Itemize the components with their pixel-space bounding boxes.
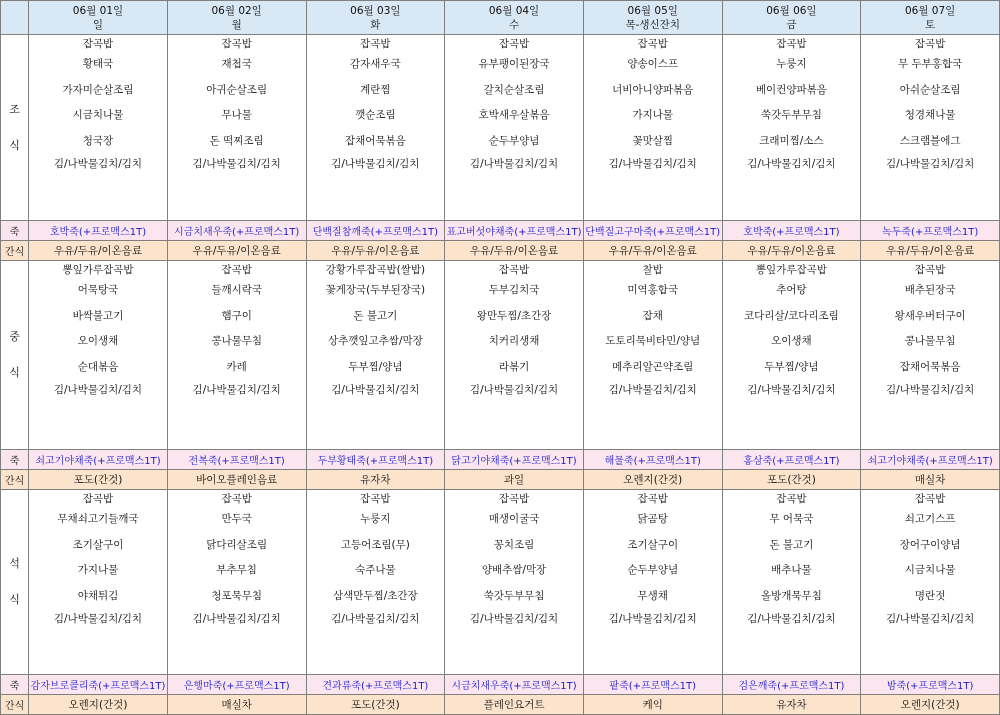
menu-item: 청포묵무침 (211, 589, 263, 602)
lunch-menu-cell (29, 261, 168, 450)
dinner_porridge-cell: 밤죽(+프로맥스1T) (861, 675, 1000, 695)
day-date: 06월 02일 (211, 4, 262, 17)
menu-item: 햄구이 (221, 309, 252, 322)
menu-item: 김/나박물김치/김치 (331, 158, 420, 170)
menu-item: 쑥갓두부무침 (760, 109, 822, 121)
menu-item: 김/나박물김치/김치 (192, 384, 281, 396)
dinner-row (1, 490, 1000, 675)
menu-item: 스크램블에그 (899, 134, 961, 147)
dinner_snack-label: 간식 (1, 695, 29, 715)
day-header (306, 1, 445, 35)
menu-item: 잡곡밥 (82, 38, 114, 50)
menu-item: 만두국 (221, 513, 252, 525)
breakfast_snack-cell: 우유/두유/이온음료 (29, 241, 168, 261)
menu-item: 김/나박물김치/김치 (53, 384, 143, 396)
menu-item: 시금치나물 (904, 564, 956, 576)
menu-item: 김/나박물김치/김치 (469, 384, 559, 396)
breakfast_snack-cell: 우유/두유/이온음료 (583, 241, 722, 261)
menu-item: 오이생채 (771, 335, 812, 347)
lunch_porridge-label: 죽 (1, 450, 29, 470)
breakfast_porridge-cell: 호박죽(+프로맥스1T) (722, 221, 861, 241)
menu-item: 배추된장국 (904, 284, 956, 296)
menu-item: 카레 (226, 360, 247, 373)
menu-item: 상추깻잎고추쌈/막장 (327, 335, 423, 347)
day-weekday: 수 (508, 18, 520, 31)
menu-item: 라볶기 (498, 360, 530, 373)
menu-item: 미역홍합국 (627, 284, 679, 296)
day-date: 06월 06일 (766, 4, 817, 17)
meal-label-char: 식 (9, 138, 20, 152)
menu-item: 꽁치조림 (493, 538, 535, 551)
menu-item: 잡곡밥 (498, 38, 530, 50)
menu-item: 아쉬순살조림 (899, 83, 961, 96)
breakfast_snack-cell: 우유/두유/이온음료 (722, 241, 861, 261)
breakfast-menu-cell (861, 35, 1000, 221)
menu-item: 왕새우버터구이 (894, 309, 966, 322)
breakfast_porridge-cell: 표고버섯야채죽(+프로맥스1T) (445, 221, 584, 241)
menu-item: 크래미찜/소스 (759, 134, 824, 147)
menu-item: 조기살구이 (72, 538, 124, 551)
menu-item: 김/나박물김치/김치 (53, 158, 143, 170)
menu-item: 장어구이양념 (899, 538, 961, 551)
breakfast_snack-label: 간식 (1, 241, 29, 261)
menu-item: 매생이굴국 (488, 513, 540, 525)
menu-item: 잡곡밥 (498, 264, 530, 276)
corner-cell (1, 1, 29, 35)
menu-item: 콩나물무침 (211, 335, 263, 347)
menu-item: 순대볶음 (77, 360, 119, 373)
menu-item: 치커리생채 (488, 335, 540, 347)
breakfast_snack-cell: 우유/두유/이온음료 (861, 241, 1000, 261)
lunch_porridge-row (1, 450, 1000, 470)
dinner_porridge-cell: 감자브로콜리죽(+프로맥스1T) (29, 675, 168, 695)
lunch_snack-label: 간식 (1, 470, 29, 490)
dinner-label (1, 490, 29, 675)
breakfast_snack-cell: 우유/두유/이온음료 (167, 241, 306, 261)
menu-item: 청경채나물 (904, 109, 956, 121)
menu-item: 너비아니양파볶음 (612, 83, 694, 96)
dinner_snack-cell: 오렌지(간것) (29, 695, 168, 715)
menu-item: 무채쇠고기들깨국 (57, 513, 139, 525)
day-header (722, 1, 861, 35)
day-date: 06월 01일 (72, 4, 124, 17)
menu-item: 콩나물무침 (904, 335, 956, 347)
menu-item: 잡채어묵볶음 (899, 360, 961, 373)
menu-item: 두부찜/양념 (764, 360, 819, 373)
breakfast_porridge-cell: 단백질참깨죽(+프로맥스1T) (306, 221, 445, 241)
menu-item: 잡채 (642, 309, 663, 322)
lunch-menu-cell (445, 261, 584, 450)
lunch_porridge-cell: 쇠고기야채죽(+프로맥스1T) (29, 450, 168, 470)
menu-item: 잡곡밥 (914, 264, 946, 276)
lunch_porridge-cell: 해물죽(+프로맥스1T) (583, 450, 722, 470)
menu-item: 뽕잎가루잡곡밥 (755, 264, 827, 276)
breakfast_porridge-cell: 시금치새우죽(+프로맥스1T) (167, 221, 306, 241)
day-weekday: 일 (92, 18, 104, 31)
breakfast_snack-cell: 우유/두유/이온음료 (445, 241, 584, 261)
menu-item: 잡곡밥 (776, 38, 807, 50)
menu-item: 잡곡밥 (637, 493, 668, 505)
meal-label-char: 식 (9, 366, 20, 379)
menu-item: 베이컨양파볶음 (755, 83, 827, 96)
breakfast_porridge-cell: 녹두죽(+프로맥스1T) (861, 221, 1000, 241)
dinner-menu-cell (445, 490, 584, 675)
day-date: 06월 07일 (904, 4, 956, 17)
menu-item: 시금치나물 (72, 109, 124, 121)
menu-item: 들깨시락국 (211, 284, 263, 296)
day-date: 06월 03일 (350, 4, 401, 17)
menu-item: 김/나박물김치/김치 (192, 613, 281, 625)
dinner_snack-cell: 유자차 (722, 695, 861, 715)
lunch-row (1, 261, 1000, 450)
menu-item: 어묵탕국 (77, 284, 119, 296)
day-date: 06월 04일 (488, 4, 540, 17)
dinner-menu-cell (861, 490, 1000, 675)
dinner-menu-cell (306, 490, 445, 675)
menu-item: 순두부양념 (488, 134, 540, 147)
menu-item: 찰밥 (642, 264, 663, 276)
lunch-menu-cell (722, 261, 861, 450)
menu-item: 뽕잎가루잡곡밥 (62, 264, 134, 276)
menu-item: 김/나박물김치/김치 (747, 613, 836, 625)
menu-item: 왕만두찜/초간장 (476, 309, 552, 322)
lunch-label (1, 261, 29, 450)
lunch-menu-cell (583, 261, 722, 450)
menu-item: 재첩국 (221, 58, 252, 70)
menu-item: 잡곡밥 (360, 493, 391, 505)
breakfast_porridge-cell: 단백질고구마죽(+프로맥스1T) (583, 221, 722, 241)
menu-item: 잡곡밥 (221, 493, 252, 505)
menu-item: 순두부양념 (627, 564, 679, 576)
menu-item: 추어탕 (776, 284, 807, 296)
dinner_porridge-cell: 견과류죽(+프로맥스1T) (306, 675, 445, 695)
menu-item: 김/나박물김치/김치 (331, 384, 420, 396)
lunch_snack-cell: 포도(간것) (29, 470, 168, 490)
dinner_snack-cell: 매실차 (167, 695, 306, 715)
menu-item: 갈치순살조림 (483, 83, 545, 96)
menu-item: 오이생채 (77, 335, 119, 347)
menu-item: 무 어묵국 (769, 513, 814, 525)
menu-item: 김/나박물김치/김치 (331, 613, 420, 625)
day-header (167, 1, 306, 35)
menu-item: 숙주나물 (355, 564, 396, 576)
menu-item: 김/나박물김치/김치 (886, 158, 975, 170)
dinner_porridge-label: 죽 (1, 675, 29, 695)
menu-item: 잡곡밥 (776, 493, 807, 505)
day-weekday: 목-생신잔치 (625, 18, 680, 31)
dinner_snack-cell: 포도(간것) (306, 695, 445, 715)
day-header (445, 1, 584, 35)
menu-item: 가자미순살조림 (62, 83, 134, 96)
menu-item: 돈 불고기 (769, 538, 814, 551)
dinner_porridge-cell: 은행마죽(+프로맥스1T) (167, 675, 306, 695)
breakfast_porridge-row (1, 221, 1000, 241)
menu-item: 김/나박물김치/김치 (608, 613, 697, 625)
menu-item: 유부팽이된장국 (478, 58, 550, 70)
menu-item: 무생채 (637, 589, 668, 602)
lunch-menu-cell (167, 261, 306, 450)
lunch_porridge-cell: 쇠고기야채죽(+프로맥스1T) (861, 450, 1000, 470)
breakfast-menu-cell (583, 35, 722, 221)
lunch-menu-cell (861, 261, 1000, 450)
day-date: 06월 05일 (627, 4, 678, 17)
menu-item: 두부김치국 (488, 284, 540, 296)
breakfast-menu-cell (29, 35, 168, 221)
menu-item: 잡곡밥 (82, 493, 114, 505)
menu-item: 양배추쌈/막장 (481, 564, 547, 576)
menu-item: 양송이스프 (627, 58, 679, 70)
menu-item: 김/나박물김치/김치 (608, 158, 697, 170)
menu-item: 김/나박물김치/김치 (886, 384, 975, 396)
menu-item: 누룽지 (776, 58, 807, 70)
menu-item: 야채튀김 (77, 589, 119, 602)
lunch_porridge-cell: 홍삼죽(+프로맥스1T) (722, 450, 861, 470)
menu-item: 쇠고기스프 (904, 513, 956, 525)
dinner_snack-cell: 오렌지(간것) (861, 695, 1000, 715)
menu-item: 돈 떡찌조림 (209, 134, 264, 147)
breakfast_snack-cell: 우유/두유/이온음료 (306, 241, 445, 261)
menu-item: 김/나박물김치/김치 (469, 613, 559, 625)
lunch_snack-cell: 유자차 (306, 470, 445, 490)
lunch_snack-cell: 오렌지(간것) (583, 470, 722, 490)
menu-item: 꽃게장국(두부된장국) (325, 284, 426, 296)
lunch_porridge-cell: 두부황태죽(+프로맥스1T) (306, 450, 445, 470)
lunch_porridge-cell: 닭고기야채죽(+프로맥스1T) (445, 450, 584, 470)
menu-item: 잡채어묵볶음 (344, 134, 406, 147)
dinner_porridge-cell: 팥죽(+프로맥스1T) (583, 675, 722, 695)
dinner-menu-cell (29, 490, 168, 675)
day-header (861, 1, 1000, 35)
menu-item: 바싹불고기 (72, 309, 124, 322)
dinner_snack-row (1, 695, 1000, 715)
breakfast-label (1, 35, 29, 221)
menu-item: 꽃맛살찜 (632, 134, 674, 147)
menu-item: 누룽지 (360, 513, 391, 525)
lunch_snack-cell: 매실차 (861, 470, 1000, 490)
menu-item: 김/나박물김치/김치 (747, 384, 836, 396)
breakfast-menu-cell (306, 35, 445, 221)
dinner_porridge-cell: 검은깨죽(+프로맥스1T) (722, 675, 861, 695)
menu-item: 잡곡밥 (221, 264, 252, 276)
lunch_snack-cell: 포도(간것) (722, 470, 861, 490)
menu-item: 가지나물 (77, 564, 119, 576)
day-weekday: 화 (370, 18, 381, 31)
menu-item: 잡곡밥 (637, 38, 668, 50)
menu-item: 잡곡밥 (914, 38, 946, 50)
menu-item: 잡곡밥 (498, 493, 530, 505)
menu-item: 부추무침 (216, 564, 257, 576)
menu-item: 배추나물 (771, 564, 812, 576)
menu-item: 닭곰탕 (637, 513, 668, 525)
menu-item: 청국장 (82, 134, 114, 147)
menu-item: 올방개묵무침 (760, 589, 822, 602)
menu-item: 잡곡밥 (221, 38, 252, 50)
menu-item: 김/나박물김치/김치 (608, 384, 697, 396)
menu-item: 김/나박물김치/김치 (747, 158, 836, 170)
breakfast_porridge-label: 죽 (1, 221, 29, 241)
menu-item: 잡곡밥 (360, 38, 391, 50)
menu-item: 호박새우살볶음 (478, 109, 550, 121)
breakfast-menu-cell (445, 35, 584, 221)
breakfast-menu-cell (167, 35, 306, 221)
lunch_porridge-cell: 전복죽(+프로맥스1T) (167, 450, 306, 470)
meal-label-char: 조 (9, 102, 20, 116)
dinner_porridge-cell: 시금치새우죽(+프로맥스1T) (445, 675, 584, 695)
breakfast-menu-cell (722, 35, 861, 221)
day-weekday: 월 (231, 18, 242, 31)
menu-item: 닭다리살조림 (206, 538, 268, 551)
menu-item: 무나물 (221, 109, 252, 121)
menu-item: 김/나박물김치/김치 (469, 158, 559, 170)
menu-item: 메추리알곤약조림 (612, 360, 694, 373)
menu-item: 고등어조림(무) (340, 538, 410, 551)
menu-item: 김/나박물김치/김치 (886, 613, 975, 625)
menu-item: 감자새우국 (350, 58, 401, 70)
menu-item: 도토리묵비타민/양념 (605, 335, 701, 347)
menu-item: 가지나물 (632, 109, 674, 121)
menu-item: 계란찜 (360, 83, 391, 96)
day-weekday: 토 (925, 18, 936, 31)
day-weekday: 금 (786, 18, 797, 31)
dinner-menu-cell (722, 490, 861, 675)
menu-item: 김/나박물김치/김치 (192, 158, 281, 170)
lunch-menu-cell (306, 261, 445, 450)
header-row (1, 1, 1000, 35)
menu-item: 두부찜/양념 (348, 360, 403, 373)
dinner-menu-cell (583, 490, 722, 675)
dinner-menu-cell (167, 490, 306, 675)
menu-item: 황태국 (82, 58, 114, 70)
menu-item: 강황가루잡곡밥(쌀밥) (325, 264, 426, 276)
lunch_snack-cell: 과일 (445, 470, 584, 490)
menu-item: 김/나박물김치/김치 (53, 613, 143, 625)
meal-label-char: 석 (9, 557, 20, 570)
menu-item: 쑥갓두부무침 (483, 589, 545, 602)
menu-item: 무 두부홍합국 (898, 58, 963, 70)
menu-item: 잡곡밥 (914, 493, 946, 505)
meal-label-char: 식 (9, 593, 20, 606)
meal-label-char: 중 (9, 330, 20, 343)
menu-item: 명란젓 (914, 589, 946, 602)
menu-item: 깻순조림 (355, 109, 396, 121)
menu-item: 아귀순살조림 (206, 83, 268, 96)
menu-item: 돈 불고기 (353, 309, 398, 322)
menu-item: 조기살구이 (627, 538, 679, 551)
day-header (583, 1, 722, 35)
lunch_snack-row (1, 470, 1000, 490)
dinner_snack-cell: 플레인요거트 (445, 695, 584, 715)
breakfast_porridge-cell: 호박죽(+프로맥스1T) (29, 221, 168, 241)
dinner_porridge-row (1, 675, 1000, 695)
lunch_snack-cell: 바이오플레인음료 (167, 470, 306, 490)
breakfast_snack-row (1, 241, 1000, 261)
day-header (29, 1, 168, 35)
menu-item: 삼색만두찜/초간장 (333, 589, 418, 602)
breakfast-row (1, 35, 1000, 221)
menu-item: 코다리살/코다리조림 (744, 309, 839, 322)
dinner_snack-cell: 케익 (583, 695, 722, 715)
